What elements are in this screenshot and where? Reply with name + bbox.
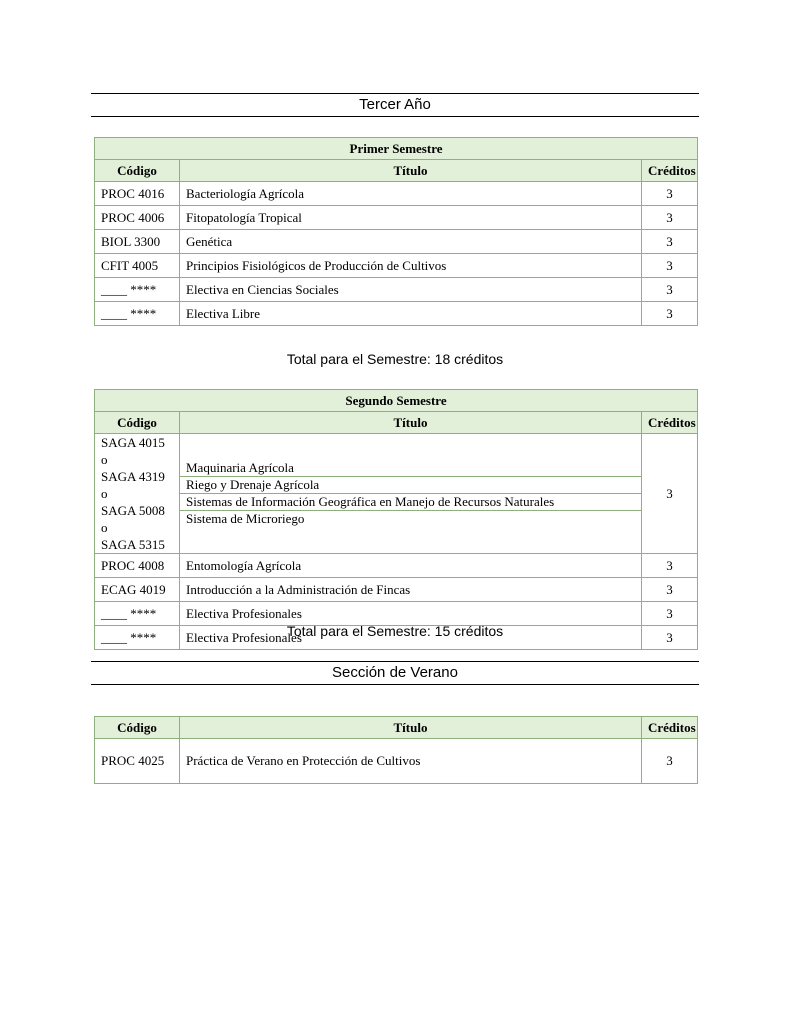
course-code: ____ **** [95, 626, 180, 650]
table-row [95, 254, 698, 278]
table-caption: Segundo Semestre [95, 390, 698, 412]
table-row [95, 278, 698, 302]
course-title: Fitopatología Tropical [180, 206, 642, 230]
table-row [95, 578, 698, 602]
course-credits: 3 [641, 254, 697, 278]
course-credits: 3 [642, 434, 698, 554]
course-credits: 3 [641, 230, 697, 254]
table-row [95, 739, 698, 784]
course-code: PROC 4006 [95, 206, 180, 230]
primer-semestre-table [94, 137, 698, 326]
course-code: CFIT 4005 [95, 254, 180, 278]
course-title: Introducción a la Administración de Fincas [180, 578, 642, 602]
course-credits: 3 [641, 302, 697, 326]
column-header-creditos: Créditos [642, 717, 698, 739]
course-credits: 3 [641, 206, 697, 230]
course-credits: 3 [642, 626, 698, 650]
course-title: Electiva Libre [180, 302, 642, 326]
column-header-titulo: Título [180, 717, 642, 739]
course-title-group [180, 434, 642, 554]
course-code: SAGA 5315 [101, 537, 165, 552]
course-title: Maquinaria Agrícola [186, 460, 294, 475]
column-header-creditos: Créditos [642, 412, 698, 434]
table-row [95, 302, 698, 326]
table-caption: Primer Semestre [95, 138, 698, 160]
table-row [95, 230, 698, 254]
table-row [95, 554, 698, 578]
course-code: SAGA 5008 o [101, 503, 165, 535]
course-code: ____ **** [95, 278, 180, 302]
course-title: Principios Fisiológicos de Producción de Cultivos [180, 254, 642, 278]
column-header-titulo: Título [180, 160, 642, 182]
column-header-creditos: Créditos [641, 160, 697, 182]
course-title: Genética [180, 230, 642, 254]
course-code: SAGA 4015 o [101, 435, 165, 467]
section-title-tercer-ano: Tercer Año [91, 93, 699, 117]
course-title: Práctica de Verano en Protección de Cultivos [180, 739, 642, 784]
course-title: Bacteriología Agrícola [180, 182, 642, 206]
course-code: ECAG 4019 [95, 578, 180, 602]
course-title: Electiva en Ciencias Sociales [180, 278, 642, 302]
table-row [95, 182, 698, 206]
course-credits: 3 [641, 278, 697, 302]
column-header-codigo: Código [95, 412, 180, 434]
course-title: Sistemas de Información Geográfica en Manejo de Recursos Naturales [180, 493, 641, 510]
verano-table [94, 716, 698, 784]
course-code: SAGA 4319 o [101, 469, 165, 501]
column-header-codigo: Código [95, 717, 180, 739]
course-credits: 3 [642, 578, 698, 602]
course-code: ____ **** [95, 302, 180, 326]
course-code: ____ **** [95, 602, 180, 626]
course-title: Riego y Drenaje Agrícola [180, 476, 641, 493]
table-row [95, 206, 698, 230]
course-code: PROC 4025 [95, 739, 180, 784]
table-row-group [95, 434, 698, 554]
course-title: Electiva Profesionales [180, 626, 642, 650]
course-code: BIOL 3300 [95, 230, 180, 254]
course-code: PROC 4016 [95, 182, 180, 206]
column-header-codigo: Código [95, 160, 180, 182]
course-credits: 3 [641, 182, 697, 206]
segundo-semestre-table [94, 389, 698, 650]
primer-semestre-total: Total para el Semestre: 18 créditos [286, 351, 504, 367]
column-header-titulo: Título [180, 412, 642, 434]
course-credits: 3 [642, 739, 698, 784]
course-title: Electiva Profesionales [180, 602, 642, 626]
course-credits: 3 [642, 602, 698, 626]
course-code-group [95, 434, 180, 554]
segundo-semestre-total: Total para el Semestre: 15 créditos [286, 623, 504, 639]
course-title: Sistema de Microriego [180, 510, 641, 527]
course-credits: 3 [642, 554, 698, 578]
course-code: PROC 4008 [95, 554, 180, 578]
course-title: Entomología Agrícola [180, 554, 642, 578]
section-title-verano: Sección de Verano [91, 661, 699, 685]
